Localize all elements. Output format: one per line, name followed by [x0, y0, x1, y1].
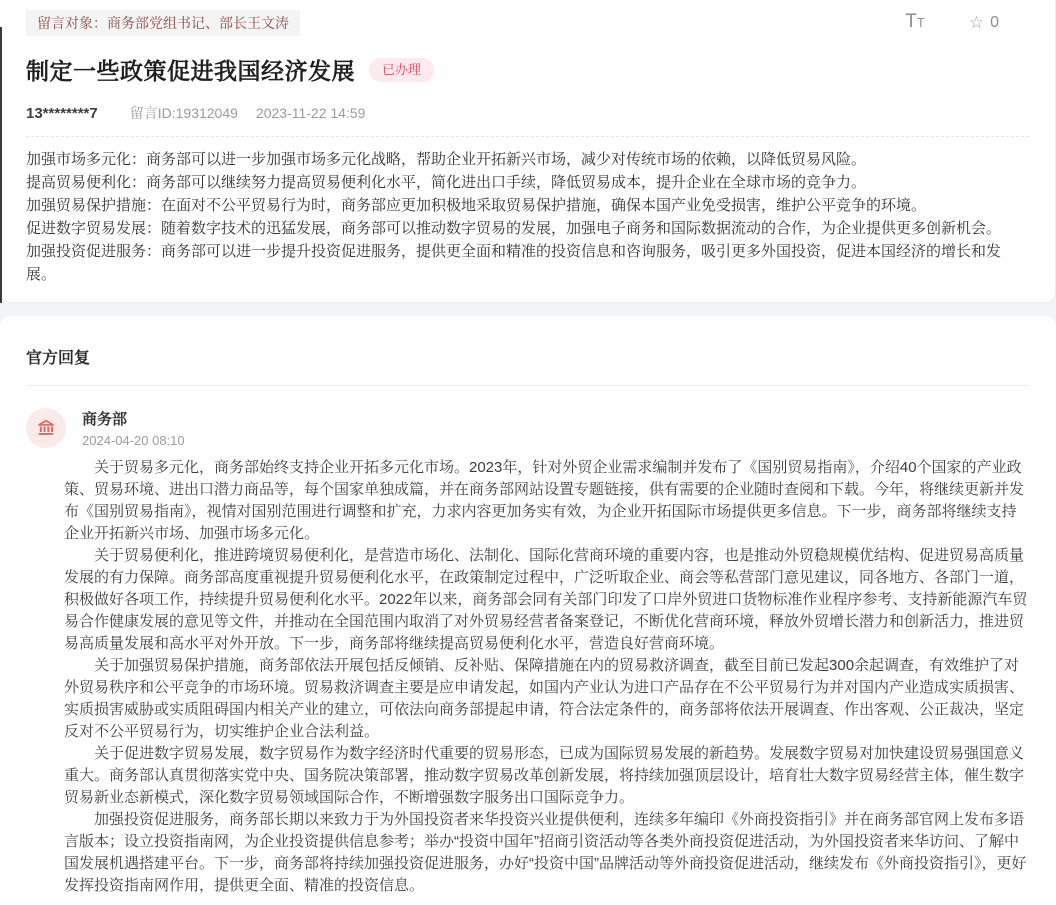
message-meta [26, 103, 1029, 123]
message-paragraph: 促进数字贸易发展：随着数字技术的迅猛发展，商务部可以推动数字贸易的发展，加强电子商务和国际数据流动的合作，为企业提供更多创新机会。 [26, 220, 1002, 237]
font-size-toggle-icon[interactable]: TT [905, 11, 925, 32]
message-paragraph: 提高贸易便利化：商务部可以继续努力提高贸易便利化水平，简化进出口手续，降低贸易成本，提升企业在全球市场的竞争力。 [26, 174, 867, 191]
agency-avatar [26, 408, 66, 448]
message-paragraph: 加强投资促进服务：商务部可以进一步提升投资促进服务，提供更全面和精准的投资信息和咨询服务，吸引更多外国投资，促进本国经济的增长和发展。 [26, 243, 1002, 283]
message-paragraph: 加强贸易保护措施：在面对不公平贸易行为时，商务部应更加积极地采取贸易保护措施，确保本国产业免受损害，维护公平竞争的环境。 [26, 197, 927, 214]
message-time: 2023-11-22 14:59 [255, 105, 366, 121]
official-reply-card [0, 316, 1056, 905]
reply-body [64, 457, 1030, 897]
reply-paragraph: 关于贸易便利化，推进跨境贸易便利化，是营造市场化、法制化、国际化营商环境的重要内容，也是推动外贸稳规模优结构、促进贸易高质量发展的有力保障。商务部高度重视提升贸易便利化水平，在政策制定过程中，广泛听取企业、商会等私营部门意见建议，同各地方、各部门一道，积极做好各项工作，持续提升贸易便利化水平。2022年以来，商务部会同有关部门印发了口岸外贸进口货物标准作业程序参考、支持新能源汽车贸易合作健康发展的意见等文件，并推动在全国范围内取消了对外贸易经营者备案登记，不断优化营商环境，释放外贸增长潜力和创新活力，推进贸易高质量发展和高水平对外开放。下一步，商务部将继续提高贸易便利化水平，营造良好营商环境。 [64, 547, 1028, 652]
message-target-label: 留言对象：商务部党组书记、部长王文涛 [26, 10, 300, 36]
dashed-divider [26, 136, 1029, 137]
reply-paragraph: 关于加强贸易保护措施，商务部依法开展包括反倾销、反补贴、保障措施在内的贸易救济调查，截至目前已发起300余起调查，有效维护了对外贸易秩序和公平竞争的市场环境。贸易救济调查主要是应申请发起，如国内产业认为进口产品存在不公平贸易行为并对国内产业造成实质损害、实质损害威胁或实质阻碍国内相关产业的建立，可依法向商务部提起申请，符合法定条件的，商务部将依法开展调查、作出客观、公正裁决，坚定反对不公平贸易行为，切实维护企业合法利益。 [64, 657, 1025, 740]
agency-name: 商务部 [82, 411, 128, 428]
message-id: 留言ID:19312049 [129, 105, 238, 121]
section-divider [26, 385, 1030, 386]
favorite-button[interactable] [969, 13, 999, 33]
reply-paragraph: 关于贸易多元化，商务部始终支持企业开拓多元化市场。2023年，针对外贸企业需求编制并发布了《国别贸易指南》，介绍40个国家的产业政策、贸易环境、进出口潜力商品等，每个国家单独成篇，并在商务部网站设置专题链接，供有需要的企业随时查阅和下载。今年，将继续更新并发布《国别贸易指南》，视情对国别范围进行调整和扩充，力求内容更加务实有效，为企业开拓国际市场提供更多信息。下一步，商务部将继续支持企业开拓新兴市场、加强市场多元化。 [64, 459, 1025, 542]
favorite-count: 0 [990, 13, 999, 31]
message-author: 13********7 [26, 105, 98, 122]
reply-paragraph: 加强投资促进服务，商务部长期以来致力于为外国投资者来华投资兴业提供便利，连续多年编印《外商投资指引》并在商务部官网上发布多语言版本；设立投资指南网，为企业投资提供信息参考；举办“投资中国年”招商引资活动等各类外商投资促进活动，为外国投资者来华访问、了解中国发展机遇搭建平台。下一步，商务部将持续加强投资促进服务，办好“投资中国”品牌活动等外商投资促进活动，继续发布《外商投资指引》，更好发挥投资指南网作用，提供更全面、精准的投资信息。 [64, 811, 1027, 894]
left-edge-divider [0, 27, 2, 303]
bank-icon [36, 418, 56, 438]
message-card [0, 0, 1056, 303]
reply-header [26, 408, 1030, 448]
reply-time: 2024-04-20 08:10 [82, 433, 185, 448]
star-icon: ☆ [968, 12, 985, 32]
message-paragraph: 加强市场多元化：商务部可以进一步加强市场多元化战略，帮助企业开拓新兴市场，减少对传统市场的依赖，以降低贸易风险。 [26, 151, 867, 168]
reply-section-title: 官方回复 [26, 350, 91, 367]
page-title: 制定一些政策促进我国经济发展 [26, 58, 355, 84]
message-body [26, 148, 1029, 286]
reply-paragraph: 关于促进数字贸易发展，数字贸易作为数字经济时代重要的贸易形态，已成为国际贸易发展的新趋势。发展数字贸易对加快建设贸易强国意义重大。商务部认真贯彻落实党中央、国务院决策部署，推动数字贸易改革创新发展，将持续加强顶层设计，培育壮大数字贸易经营主体，催生数字贸易新业态新模式，深化数字贸易领域国际合作，不断增强数字服务出口国际竞争力。 [64, 745, 1025, 806]
toolbar [905, 12, 999, 33]
status-badge: 已办理 [369, 58, 434, 82]
